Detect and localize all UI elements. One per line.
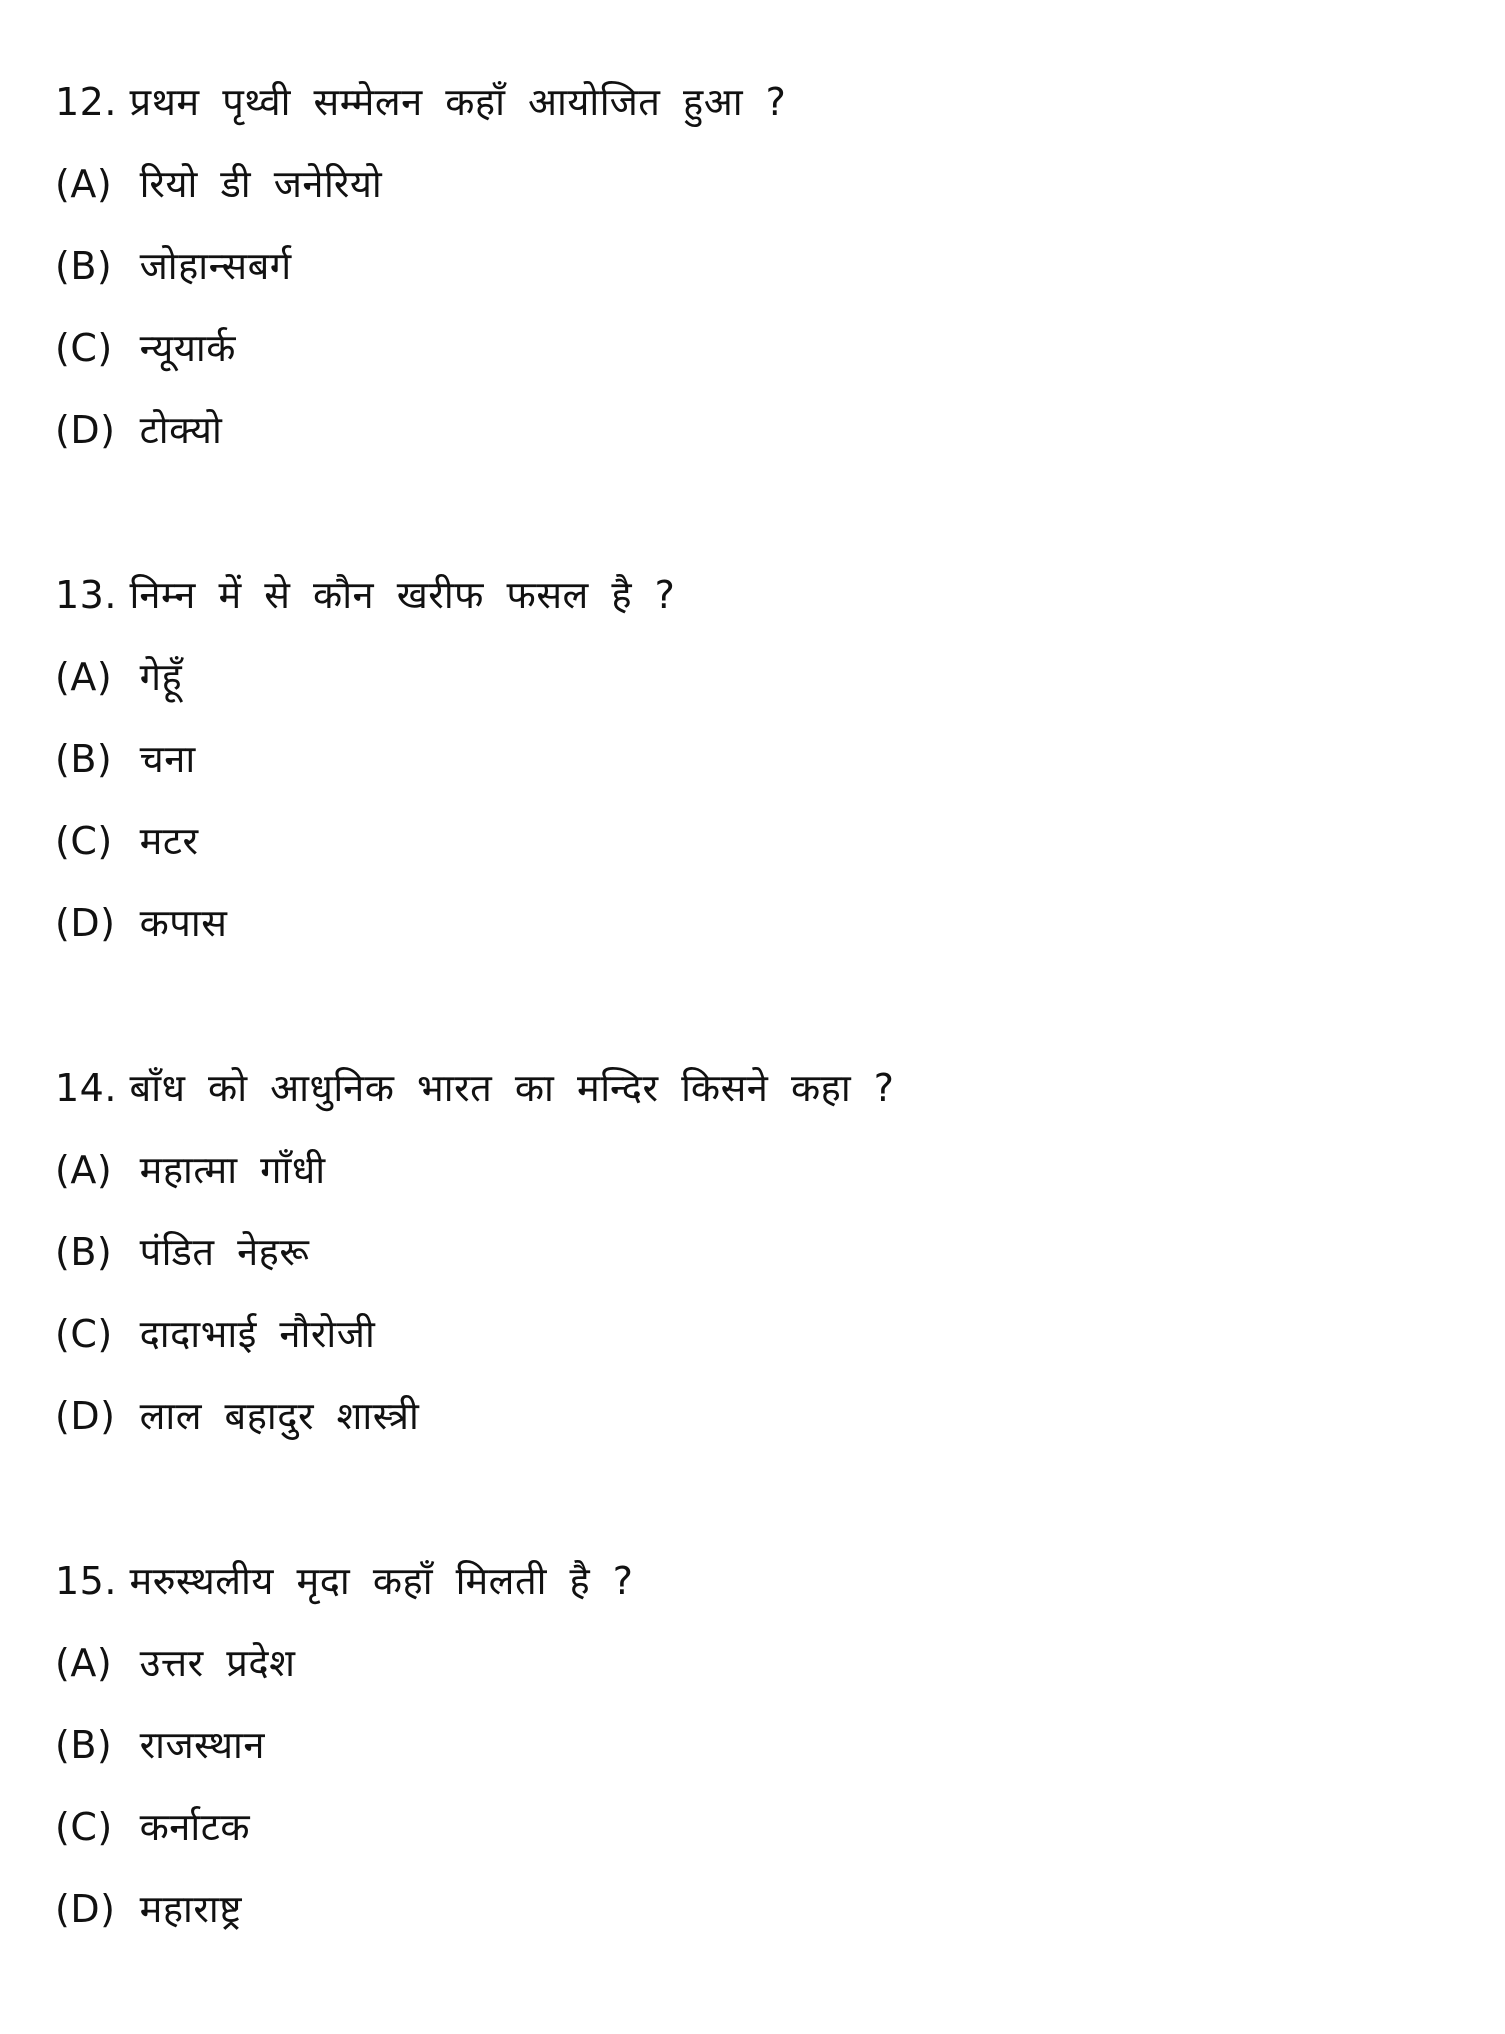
option-b [55,733,1505,815]
option-label: (C) [55,819,113,863]
option-d [55,1390,1505,1472]
question-stem [55,76,1505,158]
option-label: (A) [55,1641,113,1685]
option-label: (B) [55,737,113,781]
option-text: मटर [139,819,199,863]
option-c [55,1801,1505,1883]
option-text: टोक्यो [139,408,223,452]
option-a [55,158,1505,240]
option-c [55,1308,1505,1390]
option-label: (C) [55,1805,113,1849]
option-d [55,897,1505,979]
option-text: जोहान्सबर्ग [139,244,292,288]
question-number: 15. [55,1559,117,1603]
option-text: पंडित नेहरू [139,1230,310,1274]
question-stem [55,569,1505,651]
option-label: (D) [55,1394,116,1438]
question-number: 14. [55,1066,117,1110]
option-d [55,404,1505,486]
option-text: दादाभाई नौरोजी [139,1312,376,1356]
question-number: 12. [55,80,117,124]
option-text: कपास [139,901,228,945]
option-b [55,1719,1505,1801]
option-label: (B) [55,1723,113,1767]
question-text: निम्न में से कौन खरीफ फसल है ? [129,573,676,617]
option-a [55,1144,1505,1226]
option-label: (D) [55,1887,116,1931]
option-text: लाल बहादुर शास्त्री [139,1394,420,1438]
option-c [55,815,1505,897]
option-b [55,1226,1505,1308]
option-label: (C) [55,1312,113,1356]
question-13 [55,569,1505,979]
option-text: उत्तर प्रदेश [139,1641,296,1685]
option-text: महात्मा गाँधी [139,1148,326,1192]
option-text: महाराष्ट्र [139,1887,242,1931]
question-15 [55,1555,1505,1965]
option-text: गेहूँ [139,655,183,699]
option-label: (D) [55,408,116,452]
option-label: (A) [55,162,113,206]
question-text: बाँध को आधुनिक भारत का मन्दिर किसने कहा ? [129,1066,895,1110]
option-label: (A) [55,1148,113,1192]
option-text: कर्नाटक [139,1805,251,1849]
option-text: न्यूयार्क [139,326,236,370]
question-12 [55,76,1505,486]
option-label: (C) [55,326,113,370]
option-label: (B) [55,244,113,288]
option-text: रियो डी जनेरियो [139,162,383,206]
question-14 [55,1062,1505,1472]
option-text: चना [139,737,196,781]
question-text: प्रथम पृथ्वी सम्मेलन कहाँ आयोजित हुआ ? [129,80,787,124]
question-number: 13. [55,573,117,617]
option-label: (A) [55,655,113,699]
option-a [55,1637,1505,1719]
question-stem [55,1555,1505,1637]
option-b [55,240,1505,322]
option-a [55,651,1505,733]
option-label: (D) [55,901,116,945]
option-c [55,322,1505,404]
question-stem [55,1062,1505,1144]
option-d [55,1883,1505,1965]
question-text: मरुस्थलीय मृदा कहाँ मिलती है ? [129,1559,634,1603]
option-text: राजस्थान [139,1723,265,1767]
option-label: (B) [55,1230,113,1274]
